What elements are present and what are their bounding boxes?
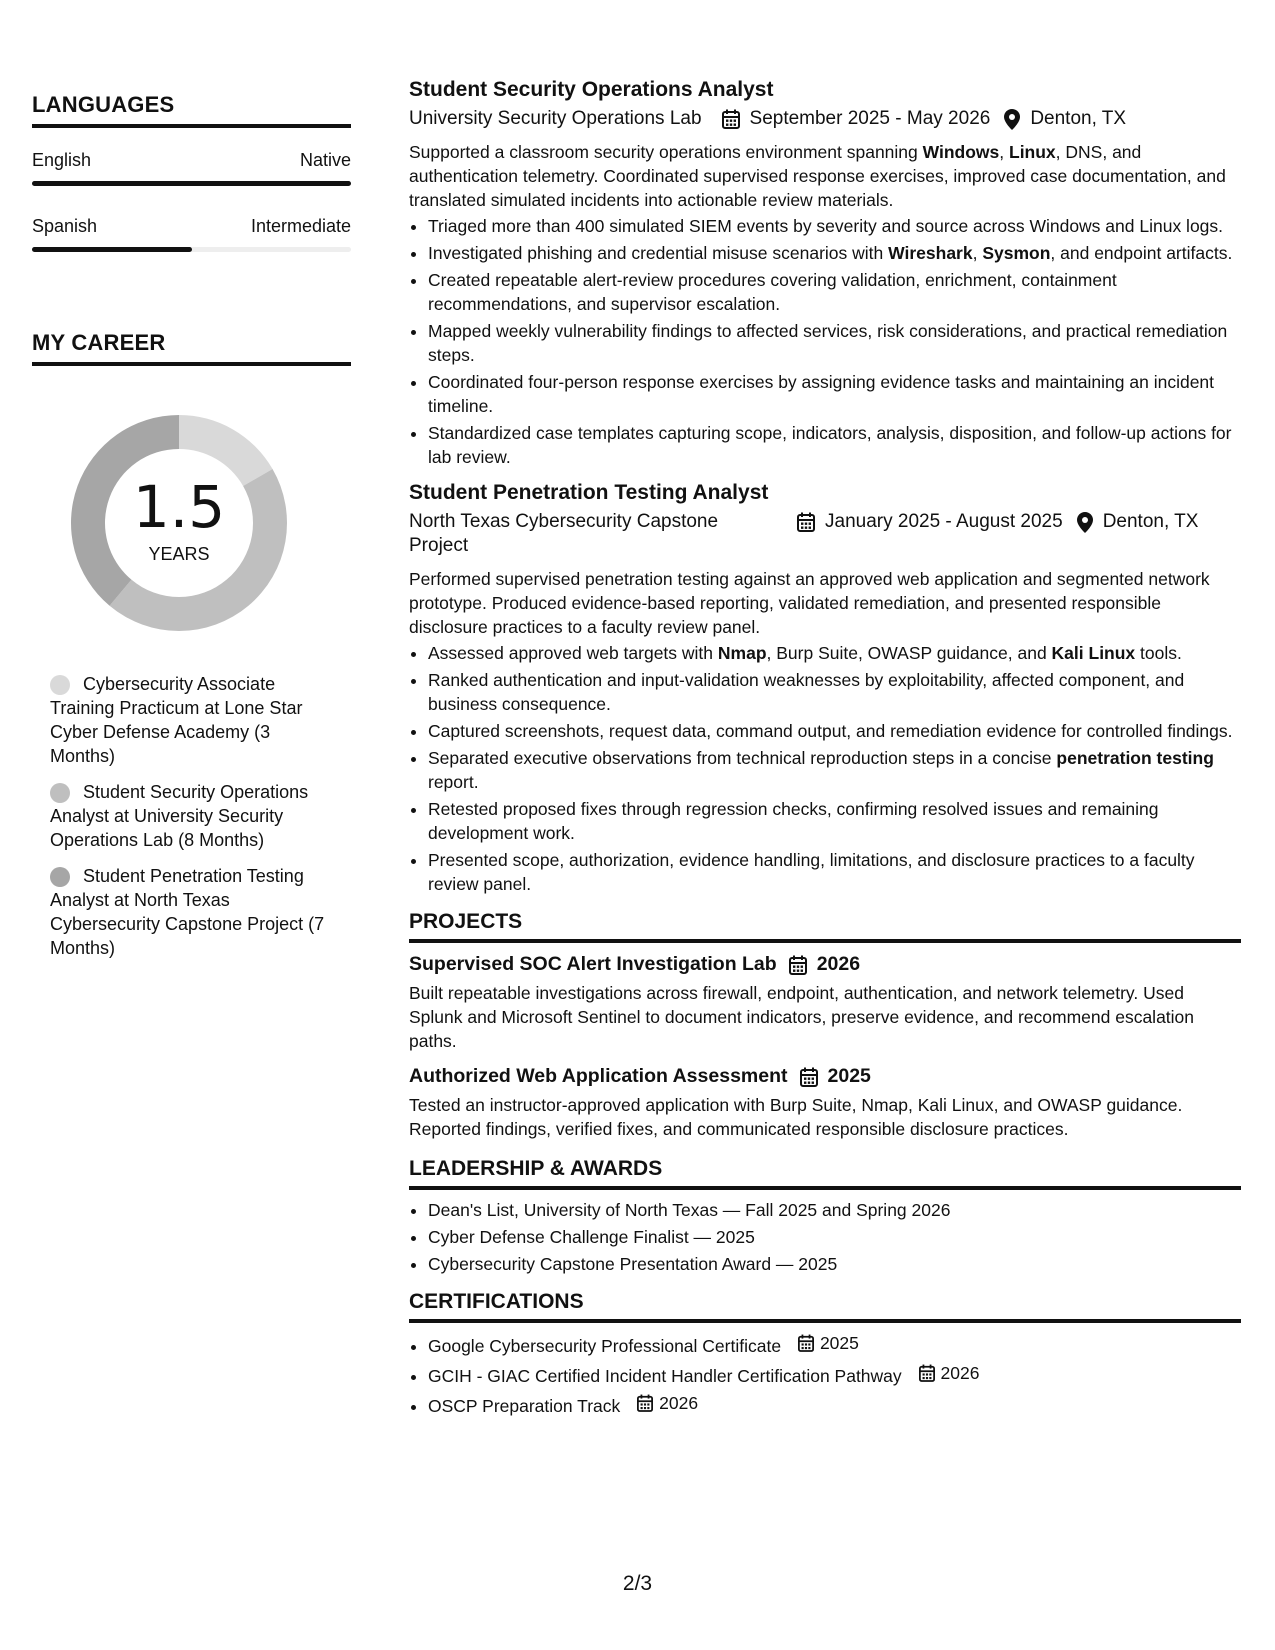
leadership-heading: LEADERSHIP & AWARDS: [409, 1157, 1241, 1190]
job-bullet: • Created repeatable alert-review procedures covering validation, enrichment, containment recommendations, and supervisor escalation.: [428, 268, 1241, 316]
career-dot-icon: [50, 675, 70, 695]
job-title: Student Penetration Testing Analyst: [409, 481, 769, 504]
language-proficiency-bar: [32, 181, 351, 186]
project-year: 2025: [827, 1065, 871, 1087]
leadership-item: • Dean's List, University of North Texas — Fall 2025 and Spring 2026: [428, 1198, 1241, 1222]
language-proficiency-bar: [32, 247, 351, 252]
job-summary: Supported a classroom security operations environment spanning Windows, Linux, DNS, and authentication telemetry. Coordinated supervised response exercises, improved case documentation, and translated simulated incidents into actionable review materials.: [409, 142, 1226, 210]
certifications-section: [409, 1290, 1241, 1418]
right-column: [409, 78, 1241, 1421]
projects-heading: PROJECTS: [409, 910, 1241, 943]
calendar-icon: [798, 1334, 814, 1352]
calendar-icon: [919, 1364, 935, 1382]
project-entry: [409, 1065, 1241, 1141]
calendar-icon: [797, 512, 815, 532]
job-bullet: • Presented scope, authorization, evidence handling, limitations, and disclosure practices to a faculty review panel.: [428, 848, 1241, 896]
projects-section: [409, 910, 1241, 1141]
certification-name: OSCP Preparation Track: [428, 1396, 621, 1416]
location-pin-icon: [1004, 109, 1020, 130]
job-bullet: • Coordinated four-person response exercises by assigning evidence tasks and maintaining an incident timeline.: [428, 370, 1241, 418]
career-list-item: [50, 672, 340, 768]
job-bullet: • Retested proposed fixes through regression checks, confirming resolved issues and remaining development work.: [428, 797, 1241, 845]
languages-heading: LANGUAGES: [32, 92, 351, 128]
language-proficiency-fill: [32, 247, 192, 252]
certification-name: Google Cybersecurity Professional Certificate: [428, 1336, 782, 1356]
career-list-item: [50, 864, 340, 960]
certification-item: [428, 1331, 1241, 1358]
project-entry: [409, 953, 1241, 1053]
career-dot-icon: [50, 867, 70, 887]
job-bullets: [409, 641, 1241, 896]
calendar-icon: [637, 1394, 653, 1412]
language-level: Native: [299, 150, 351, 170]
job-title: Student Security Operations Analyst: [409, 78, 774, 101]
career-item-text: Student Penetration Testing Analyst at North Texas Cybersecurity Capstone Project (7 Months): [50, 866, 325, 958]
certifications-list: [409, 1331, 1241, 1418]
language-item: [32, 216, 351, 252]
career-item-text: Student Security Operations Analyst at University Security Operations Lab (8 Months): [50, 782, 309, 850]
language-name: English: [32, 150, 92, 170]
job-bullet: • Assessed approved web targets with Nmap, Burp Suite, OWASP guidance, and Kali Linux tools.: [428, 641, 1241, 665]
career-heading: MY CAREER: [32, 330, 351, 366]
left-column: [32, 92, 351, 972]
job-entry: [409, 78, 1241, 469]
project-year: 2026: [816, 953, 861, 975]
career-donut-chart: [64, 408, 294, 638]
language-name: Spanish: [32, 216, 98, 236]
calendar-icon: [789, 955, 807, 975]
job-summary: Performed supervised penetration testing against an approved web application and segmented network prototype. Produced evidence-based reporting, validated remediation, and presented responsible disclosure practices to a faculty review panel.: [409, 569, 1210, 637]
certification-item: [428, 1391, 1241, 1418]
career-dot-icon: [50, 783, 70, 803]
project-description: Built repeatable investigations across firewall, endpoint, authentication, and network telemetry. Used Splunk and Microsoft Sentinel to document indicators, preserve evidence, and recommend escalation paths.: [409, 983, 1195, 1051]
job-location: Denton, TX: [1102, 511, 1199, 532]
certification-name: GCIH - GIAC Certified Incident Handler Certification Pathway: [428, 1366, 902, 1386]
certification-item: [428, 1361, 1241, 1388]
job-entry: [409, 481, 1241, 896]
calendar-icon: [800, 1067, 818, 1087]
job-bullets: [409, 214, 1241, 469]
language-item: [32, 150, 351, 186]
job-company: North Texas Cybersecurity Capstone Project: [409, 511, 719, 556]
job-bullet: • Separated executive observations from technical reproduction steps in a concise penetration testing report.: [428, 746, 1241, 794]
job-bullet: • Standardized case templates capturing scope, indicators, analysis, disposition, and follow-up actions for lab review.: [428, 421, 1241, 469]
job-bullet: • Investigated phishing and credential misuse scenarios with Wireshark, Sysmon, and endpoint artifacts.: [428, 241, 1241, 265]
job-bullet: • Triaged more than 400 simulated SIEM events by severity and source across Windows and Linux logs.: [428, 214, 1241, 238]
career-total-years: 1.5: [132, 473, 226, 541]
job-location: Denton, TX: [1030, 108, 1127, 129]
job-dates: September 2025 - May 2026: [749, 108, 991, 129]
career-list-item: [50, 780, 340, 852]
certification-year: 2026: [940, 1363, 980, 1383]
leadership-section: [409, 1157, 1241, 1276]
job-company: University Security Operations Lab: [409, 108, 702, 129]
career-list: [50, 672, 340, 960]
leadership-list: [409, 1198, 1241, 1276]
project-description: Tested an instructor-approved application with Burp Suite, Nmap, Kali Linux, and OWASP guidance. Reported findings, verified fixes, and communicated responsible disclosure practices.: [409, 1095, 1183, 1139]
location-pin-icon: [1077, 512, 1093, 533]
job-bullet: • Captured screenshots, request data, command output, and remediation evidence for controlled findings.: [428, 719, 1241, 743]
calendar-icon: [722, 109, 740, 129]
job-meta: [409, 107, 1241, 131]
certifications-heading: CERTIFICATIONS: [409, 1290, 1241, 1323]
certification-year: 2025: [819, 1333, 859, 1353]
project-name: Authorized Web Application Assessment: [409, 1065, 788, 1087]
job-bullet: • Ranked authentication and input-validation weaknesses by exploitability, affected component, and business consequence.: [428, 668, 1241, 716]
language-level: Intermediate: [250, 216, 351, 236]
leadership-item: • Cybersecurity Capstone Presentation Award — 2025: [428, 1252, 1241, 1276]
job-dates: January 2025 - August 2025: [825, 511, 1063, 532]
career-item-text: Cybersecurity Associate Training Practicum at Lone Star Cyber Defense Academy (3 Months): [50, 674, 303, 766]
job-bullet: • Mapped weekly vulnerability findings to affected services, risk considerations, and practical remediation steps.: [428, 319, 1241, 367]
language-proficiency-fill: [32, 181, 351, 186]
career-total-unit: YEARS: [148, 544, 210, 564]
page-number: 2/3: [622, 1572, 653, 1595]
job-meta: [409, 510, 1241, 558]
certification-year: 2026: [659, 1393, 699, 1413]
leadership-item: • Cyber Defense Challenge Finalist — 2025: [428, 1225, 1241, 1249]
project-name: Supervised SOC Alert Investigation Lab: [409, 953, 777, 975]
